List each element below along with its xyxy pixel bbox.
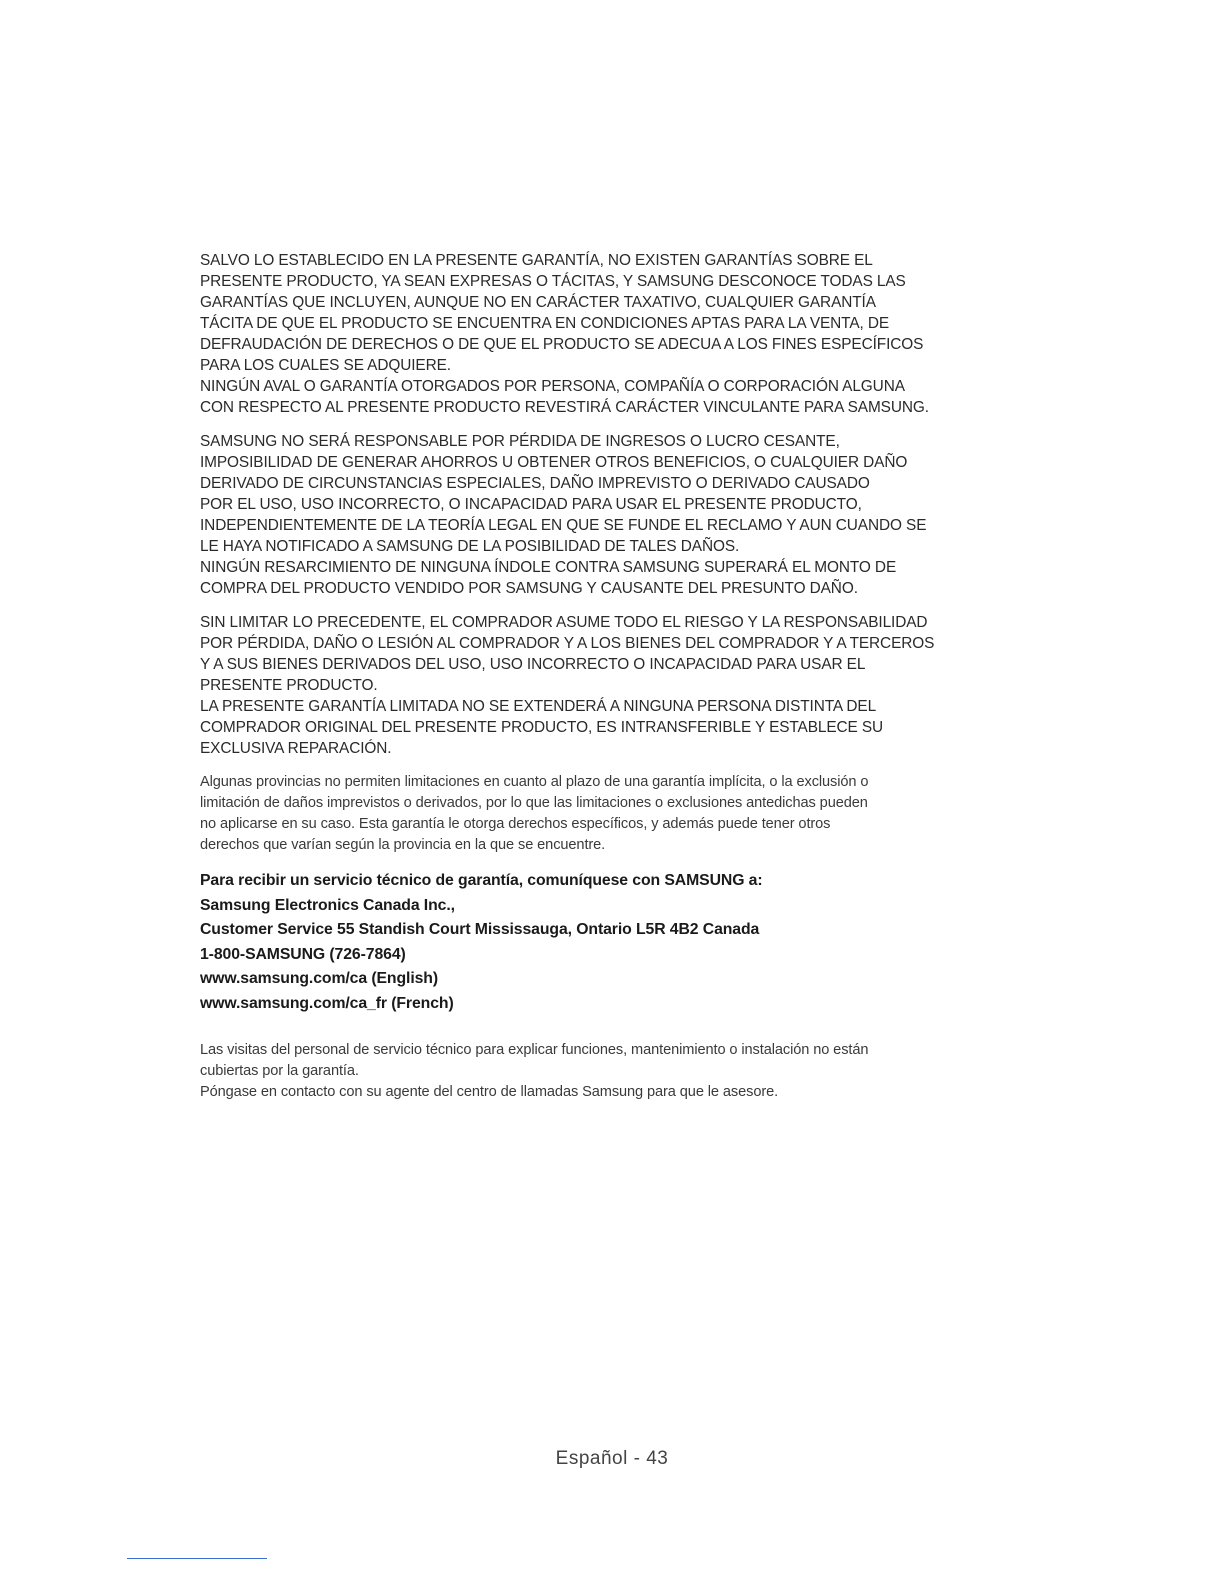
text-line: SALVO LO ESTABLECIDO EN LA PRESENTE GARANTÍA, NO EXISTEN GARANTÍAS SOBRE EL — [200, 252, 873, 269]
company-name: Samsung Electronics Canada Inc., — [200, 896, 455, 914]
text-line: PRESENTE PRODUCTO. — [200, 677, 378, 694]
provinces-paragraph — [200, 772, 1040, 856]
bottom-divider — [127, 1558, 267, 1559]
text-line: COMPRADOR ORIGINAL DEL PRESENTE PRODUCTO, ES INTRANSFERIBLE Y ESTABLECE SU — [200, 719, 884, 736]
text-line: no aplicarse en su caso. Esta garantía le otorga derechos específicos, y además puede tener otros — [200, 816, 831, 832]
text-line: EXCLUSIVA REPARACIÓN. — [200, 740, 392, 757]
text-line: LA PRESENTE GARANTÍA LIMITADA NO SE EXTENDERÁ A NINGUNA PERSONA DISTINTA DEL — [200, 698, 877, 715]
text-line: cubiertas por la garantía. — [200, 1063, 359, 1079]
disclaimer-paragraph-1 — [200, 250, 1040, 418]
text-line: derechos que varían según la provincia en la que se encuentre. — [200, 837, 606, 853]
disclaimer-paragraph-3 — [200, 612, 1040, 759]
service-contact-block — [200, 869, 1040, 1016]
text-line: IMPOSIBILIDAD DE GENERAR AHORROS U OBTENER OTROS BENEFICIOS, O CUALQUIER DAÑO — [200, 454, 908, 471]
website-french-link[interactable]: www.samsung.com/ca_fr (French) — [200, 994, 454, 1012]
disclaimer-paragraph-2 — [200, 431, 1040, 599]
text-line: Póngase en contacto con su agente del centro de llamadas Samsung para que le asesore. — [200, 1084, 779, 1100]
page-number: Español - 43 — [555, 1448, 669, 1469]
service-visits-note — [200, 1040, 1040, 1103]
text-line: INDEPENDIENTEMENTE DE LA TEORÍA LEGAL EN QUE SE FUNDE EL RECLAMO Y AUN CUANDO SE — [200, 517, 927, 534]
phone-number: 1-800-SAMSUNG (726-7864) — [200, 945, 406, 963]
website-english-link[interactable]: www.samsung.com/ca (English) — [200, 970, 439, 987]
text-line: Algunas provincias no permiten limitaciones en cuanto al plazo de una garantía implícita, o la exclusión o — [200, 774, 869, 790]
warranty-text — [200, 250, 1040, 1116]
text-line: COMPRA DEL PRODUCTO VENDIDO POR SAMSUNG Y CAUSANTE DEL PRESUNTO DAÑO. — [200, 580, 858, 597]
text-line: DEFRAUDACIÓN DE DERECHOS O DE QUE EL PRODUCTO SE ADECUA A LOS FINES ESPECÍFICOS — [200, 336, 924, 353]
text-line: SAMSUNG NO SERÁ RESPONSABLE POR PÉRDIDA DE INGRESOS O LUCRO CESANTE, — [200, 433, 840, 450]
text-line: SIN LIMITAR LO PRECEDENTE, EL COMPRADOR ASUME TODO EL RIESGO Y LA RESPONSABILIDAD — [200, 614, 928, 631]
text-line: CON RESPECTO AL PRESENTE PRODUCTO REVESTIRÁ CARÁCTER VINCULANTE PARA SAMSUNG. — [200, 399, 929, 416]
text-line: LE HAYA NOTIFICADO A SAMSUNG DE LA POSIBILIDAD DE TALES DAÑOS. — [200, 538, 740, 555]
text-line: TÁCITA DE QUE EL PRODUCTO SE ENCUENTRA EN CONDICIONES APTAS PARA LA VENTA, DE — [200, 315, 890, 332]
text-line: Y A SUS BIENES DERIVADOS DEL USO, USO INCORRECTO O INCAPACIDAD PARA USAR EL — [200, 656, 866, 673]
company-address: Customer Service 55 Standish Court Mississauga, Ontario L5R 4B2 Canada — [200, 921, 760, 938]
text-line: NINGÚN RESARCIMIENTO DE NINGUNA ÍNDOLE CONTRA SAMSUNG SUPERARÁ EL MONTO DE — [200, 559, 897, 576]
text-line: POR EL USO, USO INCORRECTO, O INCAPACIDAD PARA USAR EL PRESENTE PRODUCTO, — [200, 496, 862, 513]
text-line: PARA LOS CUALES SE ADQUIERE. — [200, 357, 451, 374]
text-line: GARANTÍAS QUE INCLUYEN, AUNQUE NO EN CARÁCTER TAXATIVO, CUALQUIER GARANTÍA — [200, 294, 876, 311]
text-line: POR PÉRDIDA, DAÑO O LESIÓN AL COMPRADOR Y A LOS BIENES DEL COMPRADOR Y A TERCEROS — [200, 635, 935, 652]
text-line: Las visitas del personal de servicio técnico para explicar funciones, mantenimiento o instalación no están — [200, 1042, 869, 1058]
text-line: DERIVADO DE CIRCUNSTANCIAS ESPECIALES, DAÑO IMPREVISTO O DERIVADO CAUSADO — [200, 475, 870, 492]
contact-heading: Para recibir un servicio técnico de garantía, comuníquese con SAMSUNG a: — [200, 872, 763, 889]
text-line: limitación de daños imprevistos o derivados, por lo que las limitaciones o exclusiones antedichas pueden — [200, 795, 868, 811]
text-line: NINGÚN AVAL O GARANTÍA OTORGADOS POR PERSONA, COMPAÑÍA O CORPORACIÓN ALGUNA — [200, 378, 905, 395]
text-line: PRESENTE PRODUCTO, YA SEAN EXPRESAS O TÁCITAS, Y SAMSUNG DESCONOCE TODAS LAS — [200, 273, 906, 290]
